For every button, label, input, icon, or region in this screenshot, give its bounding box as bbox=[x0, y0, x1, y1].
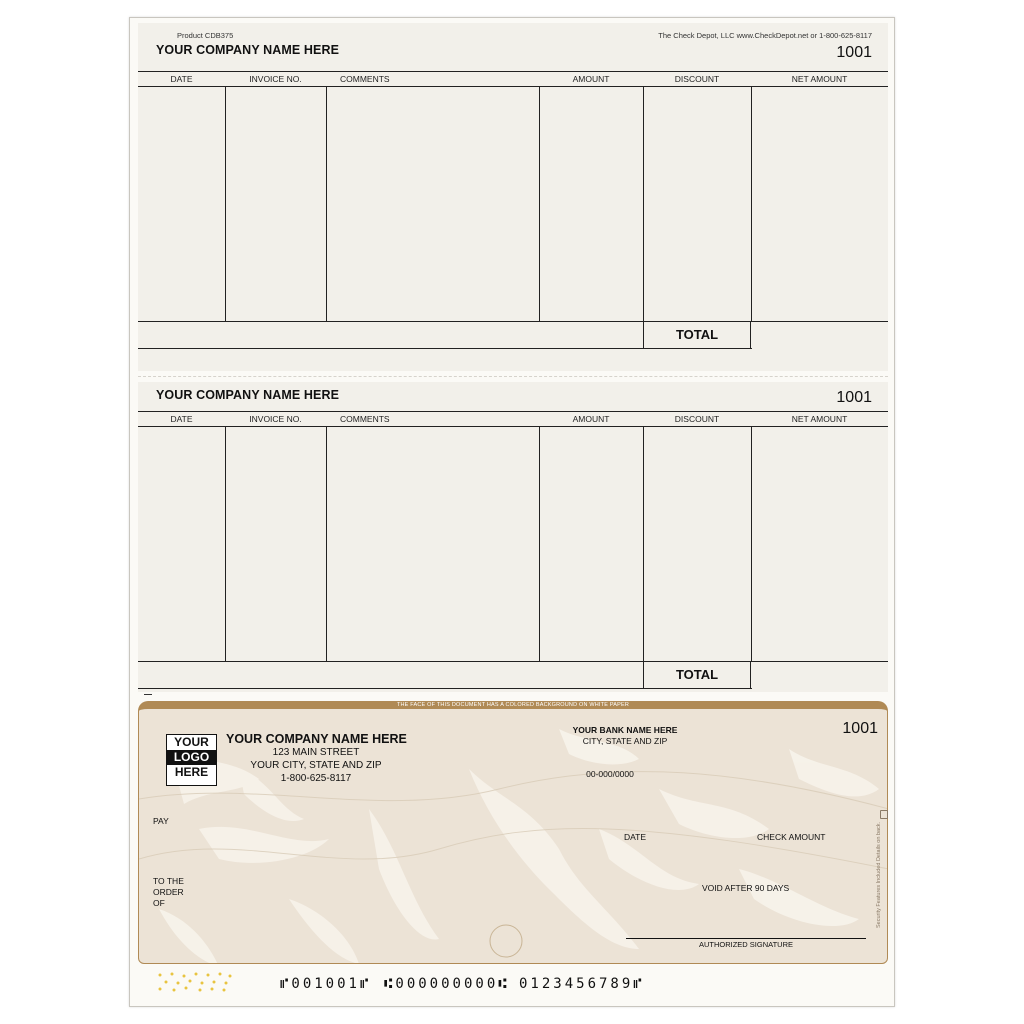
logo-line: YOUR bbox=[174, 735, 209, 749]
color-notice: THE FACE OF THIS DOCUMENT HAS A COLORED BACKGROUND ON WHITE PAPER bbox=[396, 702, 630, 708]
company-name: YOUR COMPANY NAME HERE bbox=[156, 388, 340, 402]
signature-label: AUTHORIZED SIGNATURE bbox=[698, 940, 794, 949]
header-invoice: INVOICE NO. bbox=[249, 74, 302, 84]
security-features-label bbox=[876, 778, 890, 928]
padlock-icon bbox=[880, 810, 888, 819]
bank-name: YOUR BANK NAME HERE bbox=[572, 725, 678, 735]
column-divider bbox=[326, 87, 327, 321]
column-divider bbox=[751, 427, 752, 661]
header-net-amount: NET AMOUNT bbox=[791, 414, 848, 424]
header-invoice: INVOICE NO. bbox=[249, 414, 302, 424]
total-label: TOTAL bbox=[643, 661, 751, 689]
alignment-mark bbox=[144, 694, 152, 695]
column-divider bbox=[326, 427, 327, 661]
check-amount-label: CHECK AMOUNT bbox=[757, 832, 826, 842]
header-net-amount: NET AMOUNT bbox=[791, 74, 848, 84]
column-divider bbox=[225, 427, 226, 661]
order-label-line: ORDER bbox=[153, 887, 184, 897]
total-label: TOTAL bbox=[643, 321, 751, 349]
header-date: DATE bbox=[170, 414, 193, 424]
routing-fraction: 00-000/0000 bbox=[586, 769, 634, 779]
header-discount: DISCOUNT bbox=[674, 74, 720, 84]
micr-check-number: ⑈001001⑈ bbox=[280, 976, 372, 992]
check-number: 1001 bbox=[842, 720, 878, 737]
top-voucher-stub bbox=[138, 23, 888, 371]
signature-line bbox=[626, 938, 866, 939]
header-amount: AMOUNT bbox=[572, 414, 610, 424]
bottom-voucher-stub bbox=[138, 382, 888, 692]
company-name: YOUR COMPANY NAME HERE bbox=[156, 43, 340, 57]
table-header bbox=[138, 71, 888, 87]
seal-watermark bbox=[490, 925, 522, 957]
check-company-name: YOUR COMPANY NAME HERE bbox=[226, 732, 407, 746]
header-comments: COMMENTS bbox=[340, 414, 390, 424]
table-body bbox=[138, 87, 888, 321]
column-divider bbox=[539, 87, 540, 321]
company-phone: 1-800-625-8117 bbox=[280, 773, 352, 784]
order-label-line: OF bbox=[153, 898, 165, 908]
check-number: 1001 bbox=[836, 389, 872, 406]
product-code: Product CDB375 bbox=[177, 31, 234, 40]
header-discount: DISCOUNT bbox=[674, 414, 720, 424]
vendor-line: The Check Depot, LLC www.CheckDepot.net or 1-800-625-8117 bbox=[658, 31, 872, 40]
void-notice: VOID AFTER 90 DAYS bbox=[702, 883, 790, 893]
table-header bbox=[138, 411, 888, 427]
to-the-order-of-label bbox=[153, 876, 184, 909]
logo-line: HERE bbox=[174, 765, 209, 779]
header-comments: COMMENTS bbox=[340, 74, 390, 84]
company-city: YOUR CITY, STATE AND ZIP bbox=[250, 760, 382, 771]
security-text: Security Features Included Details on back. bbox=[876, 821, 882, 928]
hologram-stars-icon bbox=[156, 971, 236, 993]
check-number: 1001 bbox=[836, 44, 872, 61]
perforation bbox=[138, 376, 888, 377]
order-label-line: TO THE bbox=[153, 876, 184, 886]
check-document bbox=[129, 17, 895, 1007]
column-divider bbox=[643, 427, 644, 661]
logo-line: LOGO bbox=[167, 750, 216, 765]
table-body bbox=[138, 427, 888, 661]
header-date: DATE bbox=[170, 74, 193, 84]
pay-label: PAY bbox=[153, 816, 169, 826]
header-amount: AMOUNT bbox=[572, 74, 610, 84]
column-divider bbox=[751, 87, 752, 321]
micr-account-number: 0123456789⑈ bbox=[519, 976, 645, 992]
column-divider bbox=[539, 427, 540, 661]
date-label: DATE bbox=[624, 832, 647, 842]
company-logo-placeholder bbox=[166, 734, 217, 786]
company-address: 123 MAIN STREET bbox=[272, 747, 360, 758]
bank-city: CITY, STATE AND ZIP bbox=[582, 736, 668, 746]
column-divider bbox=[643, 87, 644, 321]
column-divider bbox=[225, 87, 226, 321]
micr-routing-number: ⑆000000000⑆ bbox=[384, 976, 510, 992]
